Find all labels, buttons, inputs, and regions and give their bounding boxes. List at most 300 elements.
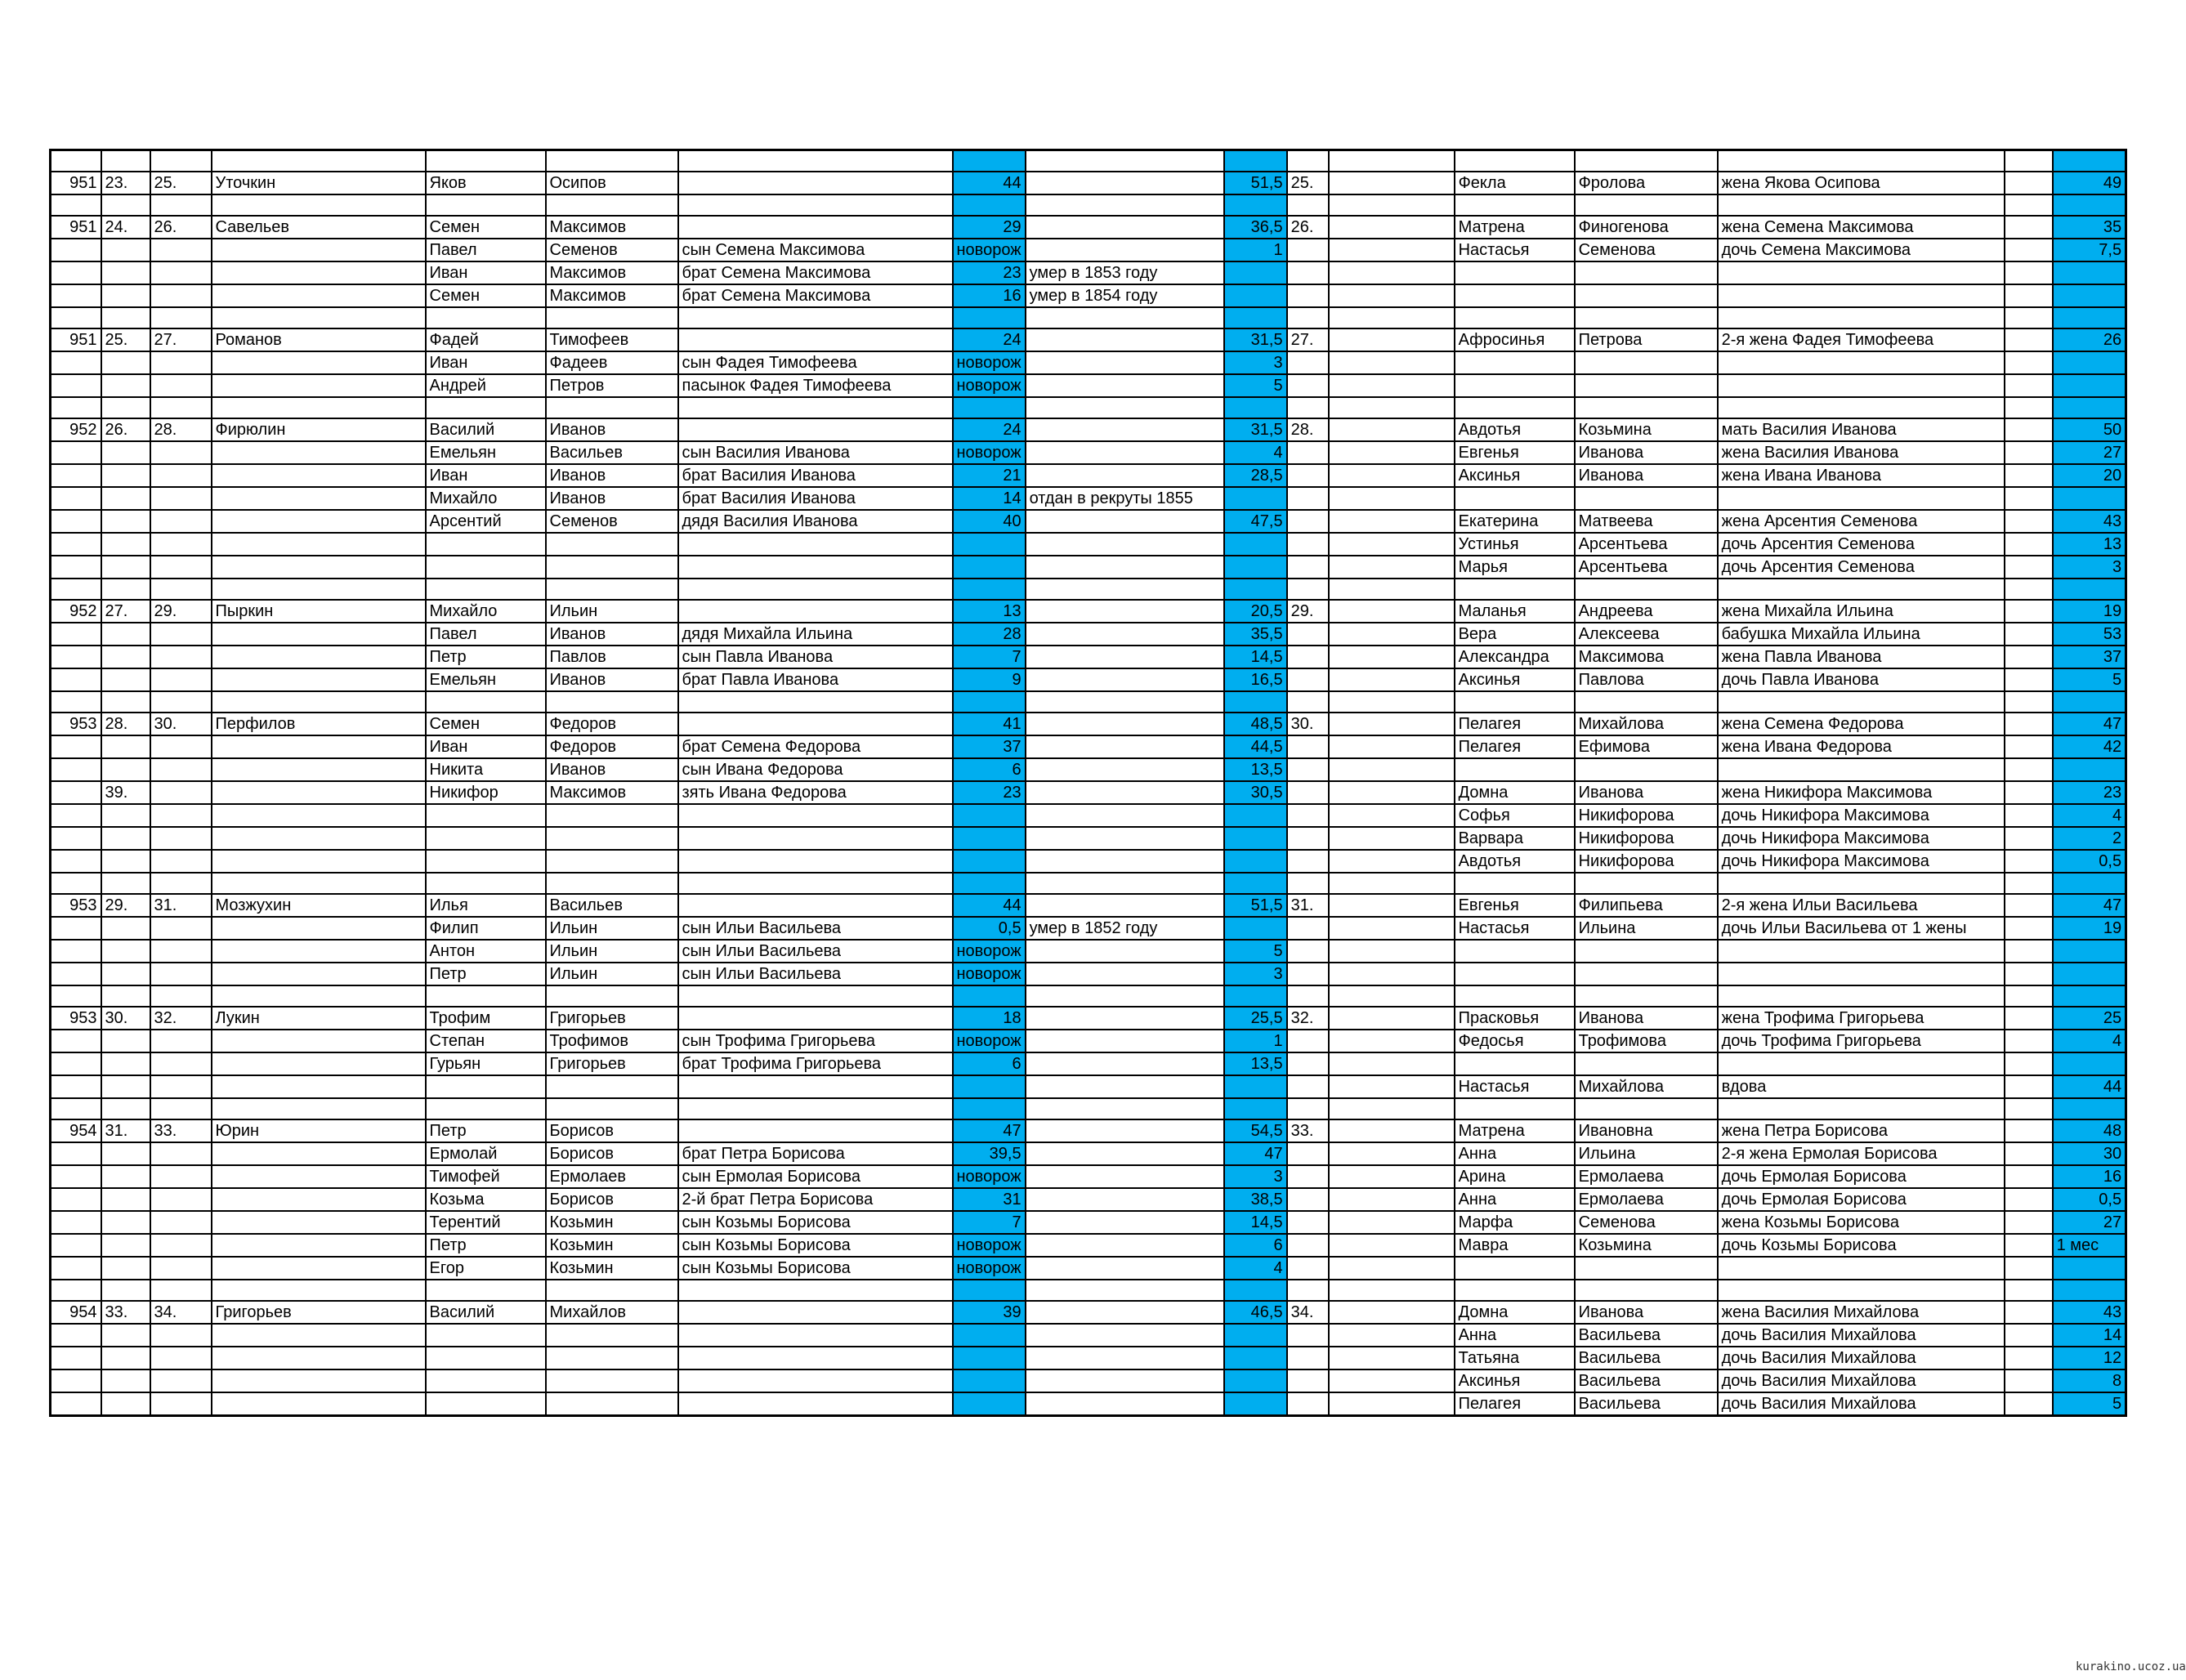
cell-house-number — [51, 487, 101, 510]
cell-male-age-new: 36,5 — [1224, 216, 1287, 239]
cell-surname — [212, 940, 426, 963]
cell-surname — [212, 150, 426, 172]
cell-male-age-new: 6 — [1224, 1234, 1287, 1257]
cell-female-household-number — [1287, 1324, 1329, 1347]
cell-female-extra-2 — [2005, 397, 2053, 418]
cell-female-household-number — [1287, 284, 1329, 307]
cell-female-name — [1455, 1280, 1575, 1301]
cell-female-household-number: 30. — [1287, 713, 1329, 735]
cell-female-household-number — [1287, 646, 1329, 668]
table-row — [51, 510, 2126, 533]
cell-female-extra-2 — [2005, 261, 2053, 284]
cell-female-name — [1455, 1257, 1575, 1280]
cell-female-household-number — [1287, 735, 1329, 758]
cell-male-age-new: 47 — [1224, 1142, 1287, 1165]
cell-female-patronymic: Петрова — [1575, 328, 1718, 351]
cell-male-patronymic — [546, 1280, 678, 1301]
cell-household-number — [101, 758, 150, 781]
cell-male-age: новорож — [953, 374, 1026, 397]
cell-female-extra-2 — [2005, 1030, 2053, 1052]
cell-male-patronymic: Ермолаев — [546, 1165, 678, 1188]
cell-family-number — [150, 261, 212, 284]
cell-female-relation — [1718, 487, 2005, 510]
cell-male-note — [1026, 1392, 1224, 1416]
cell-male-relation — [678, 1301, 953, 1324]
cell-surname: Романов — [212, 328, 426, 351]
cell-male-age: 28 — [953, 623, 1026, 646]
cell-male-patronymic: Иванов — [546, 418, 678, 441]
cell-male-note: отдан в рекруты 1855 — [1026, 487, 1224, 510]
cell-female-household-number — [1287, 307, 1329, 328]
cell-female-household-number — [1287, 985, 1329, 1007]
cell-male-note — [1026, 1188, 1224, 1211]
cell-male-patronymic: Васильев — [546, 441, 678, 464]
cell-male-note — [1026, 418, 1224, 441]
cell-male-name — [426, 850, 546, 873]
cell-male-note — [1026, 963, 1224, 985]
cell-male-note — [1026, 374, 1224, 397]
cell-female-patronymic: Иванова — [1575, 441, 1718, 464]
cell-female-extra — [1329, 1075, 1455, 1098]
cell-house-number — [51, 464, 101, 487]
cell-male-name: Тимофей — [426, 1165, 546, 1188]
cell-female-relation — [1718, 194, 2005, 216]
cell-male-note — [1026, 646, 1224, 668]
cell-female-patronymic: Васильева — [1575, 1324, 1718, 1347]
cell-female-age: 8 — [2053, 1369, 2126, 1392]
cell-female-name — [1455, 397, 1575, 418]
table-row — [51, 1119, 2126, 1142]
cell-household-number — [101, 1324, 150, 1347]
cell-female-name — [1455, 985, 1575, 1007]
cell-house-number — [51, 239, 101, 261]
cell-female-patronymic: Никифорова — [1575, 804, 1718, 827]
cell-male-age: 14 — [953, 487, 1026, 510]
cell-female-patronymic: Андреева — [1575, 600, 1718, 623]
cell-female-patronymic: Иванова — [1575, 781, 1718, 804]
cell-female-extra — [1329, 1007, 1455, 1030]
cell-male-age: 24 — [953, 328, 1026, 351]
table-row — [51, 150, 2126, 172]
cell-female-extra — [1329, 579, 1455, 600]
cell-house-number — [51, 827, 101, 850]
cell-male-age-new — [1224, 487, 1287, 510]
cell-female-household-number: 26. — [1287, 216, 1329, 239]
cell-female-household-number — [1287, 441, 1329, 464]
cell-female-age: 42 — [2053, 735, 2126, 758]
cell-house-number — [51, 1142, 101, 1165]
cell-male-age-new: 35,5 — [1224, 623, 1287, 646]
cell-male-note — [1026, 735, 1224, 758]
cell-female-relation — [1718, 1280, 2005, 1301]
cell-family-number — [150, 397, 212, 418]
cell-female-relation: дочь Павла Иванова — [1718, 668, 2005, 691]
cell-surname — [212, 510, 426, 533]
cell-male-name: Семен — [426, 216, 546, 239]
cell-female-extra — [1329, 1098, 1455, 1119]
cell-male-age — [953, 194, 1026, 216]
cell-male-age: новорож — [953, 441, 1026, 464]
cell-household-number — [101, 1369, 150, 1392]
cell-female-extra-2 — [2005, 873, 2053, 894]
cell-female-extra — [1329, 239, 1455, 261]
cell-male-age: 13 — [953, 600, 1026, 623]
cell-female-extra — [1329, 1324, 1455, 1347]
cell-household-number — [101, 556, 150, 579]
cell-male-name: Емельян — [426, 668, 546, 691]
cell-female-age — [2053, 1257, 2126, 1280]
cell-family-number — [150, 1324, 212, 1347]
cell-male-age — [953, 850, 1026, 873]
cell-male-relation: сын Козьмы Борисова — [678, 1234, 953, 1257]
cell-male-name: Яков — [426, 172, 546, 194]
cell-male-age: 44 — [953, 172, 1026, 194]
cell-female-extra-2 — [2005, 1324, 2053, 1347]
cell-house-number — [51, 873, 101, 894]
cell-house-number — [51, 1392, 101, 1416]
cell-male-patronymic: Тимофеев — [546, 328, 678, 351]
cell-male-relation: сын Трофима Григорьева — [678, 1030, 953, 1052]
table-row — [51, 1007, 2126, 1030]
cell-female-age: 47 — [2053, 713, 2126, 735]
cell-male-age: 37 — [953, 735, 1026, 758]
cell-family-number — [150, 1280, 212, 1301]
cell-male-age-new: 14,5 — [1224, 1211, 1287, 1234]
cell-house-number — [51, 1098, 101, 1119]
cell-male-age-new: 3 — [1224, 351, 1287, 374]
cell-female-household-number — [1287, 1369, 1329, 1392]
cell-female-name: Настасья — [1455, 1075, 1575, 1098]
cell-male-age — [953, 397, 1026, 418]
cell-female-household-number — [1287, 668, 1329, 691]
cell-male-note — [1026, 397, 1224, 418]
cell-male-patronymic — [546, 397, 678, 418]
cell-surname — [212, 1257, 426, 1280]
cell-female-extra-2 — [2005, 758, 2053, 781]
table-row — [51, 284, 2126, 307]
cell-female-name — [1455, 1052, 1575, 1075]
cell-female-extra-2 — [2005, 668, 2053, 691]
cell-female-name: Мавра — [1455, 1234, 1575, 1257]
cell-female-extra — [1329, 464, 1455, 487]
cell-surname — [212, 1234, 426, 1257]
cell-female-extra-2 — [2005, 374, 2053, 397]
cell-male-patronymic: Козьмин — [546, 1211, 678, 1234]
cell-female-extra — [1329, 758, 1455, 781]
cell-female-extra — [1329, 1119, 1455, 1142]
cell-male-relation — [678, 827, 953, 850]
cell-male-name — [426, 827, 546, 850]
cell-female-extra — [1329, 668, 1455, 691]
cell-household-number — [101, 1188, 150, 1211]
cell-male-age: новорож — [953, 1257, 1026, 1280]
cell-male-note — [1026, 172, 1224, 194]
cell-male-relation — [678, 216, 953, 239]
table-row — [51, 713, 2126, 735]
cell-female-age: 1 мес — [2053, 1234, 2126, 1257]
cell-surname: Мозжухин — [212, 894, 426, 917]
cell-household-number — [101, 1165, 150, 1188]
cell-male-age-new: 3 — [1224, 1165, 1287, 1188]
cell-female-household-number — [1287, 781, 1329, 804]
cell-family-number — [150, 487, 212, 510]
table-row — [51, 668, 2126, 691]
cell-female-extra-2 — [2005, 850, 2053, 873]
cell-male-patronymic — [546, 1075, 678, 1098]
cell-male-note — [1026, 1142, 1224, 1165]
cell-female-relation — [1718, 150, 2005, 172]
cell-female-name — [1455, 307, 1575, 328]
cell-male-age-new — [1224, 150, 1287, 172]
cell-house-number: 953 — [51, 894, 101, 917]
cell-male-age-new — [1224, 1280, 1287, 1301]
cell-female-patronymic: Никифорова — [1575, 850, 1718, 873]
cell-male-age: 7 — [953, 646, 1026, 668]
cell-male-note — [1026, 1211, 1224, 1234]
cell-male-age — [953, 1347, 1026, 1369]
cell-female-extra-2 — [2005, 623, 2053, 646]
cell-female-extra-2 — [2005, 894, 2053, 917]
cell-female-household-number — [1287, 691, 1329, 713]
cell-female-relation: жена Ивана Федорова — [1718, 735, 2005, 758]
cell-female-name: Евгенья — [1455, 894, 1575, 917]
cell-female-extra-2 — [2005, 1280, 2053, 1301]
cell-family-number: 30. — [150, 713, 212, 735]
cell-male-age-new: 25,5 — [1224, 1007, 1287, 1030]
cell-household-number: 25. — [101, 328, 150, 351]
cell-male-age — [953, 1369, 1026, 1392]
cell-household-number — [101, 150, 150, 172]
cell-female-extra-2 — [2005, 1075, 2053, 1098]
cell-male-relation — [678, 1280, 953, 1301]
cell-male-age — [953, 556, 1026, 579]
cell-male-patronymic — [546, 1324, 678, 1347]
cell-family-number — [150, 441, 212, 464]
cell-male-age-new — [1224, 827, 1287, 850]
cell-house-number — [51, 1369, 101, 1392]
cell-male-age: 23 — [953, 781, 1026, 804]
cell-female-patronymic: Васильева — [1575, 1347, 1718, 1369]
cell-male-relation: брат Василия Иванова — [678, 487, 953, 510]
cell-household-number — [101, 1142, 150, 1165]
cell-family-number — [150, 1257, 212, 1280]
cell-female-name — [1455, 261, 1575, 284]
cell-household-number: 33. — [101, 1301, 150, 1324]
cell-female-relation — [1718, 284, 2005, 307]
cell-family-number — [150, 1211, 212, 1234]
table-row — [51, 1188, 2126, 1211]
cell-male-relation: брат Семена Федорова — [678, 735, 953, 758]
cell-male-name: Петр — [426, 963, 546, 985]
cell-male-name — [426, 150, 546, 172]
cell-female-patronymic — [1575, 351, 1718, 374]
cell-female-extra — [1329, 600, 1455, 623]
cell-surname: Пыркин — [212, 600, 426, 623]
cell-male-age: новорож — [953, 963, 1026, 985]
cell-household-number — [101, 691, 150, 713]
cell-male-relation: сын Козьмы Борисова — [678, 1211, 953, 1234]
cell-male-name: Фадей — [426, 328, 546, 351]
cell-male-age-new — [1224, 533, 1287, 556]
cell-family-number — [150, 464, 212, 487]
cell-female-extra — [1329, 1052, 1455, 1075]
table-row — [51, 1234, 2126, 1257]
cell-male-age-new — [1224, 985, 1287, 1007]
cell-male-patronymic — [546, 579, 678, 600]
cell-female-age: 49 — [2053, 172, 2126, 194]
cell-male-age-new: 30,5 — [1224, 781, 1287, 804]
cell-female-extra-2 — [2005, 418, 2053, 441]
cell-household-number — [101, 1052, 150, 1075]
cell-female-patronymic: Филипьева — [1575, 894, 1718, 917]
cell-house-number — [51, 284, 101, 307]
cell-male-patronymic: Михайлов — [546, 1301, 678, 1324]
cell-male-relation: брат Семена Максимова — [678, 261, 953, 284]
cell-female-extra — [1329, 827, 1455, 850]
cell-male-age — [953, 691, 1026, 713]
cell-female-patronymic: Козьмина — [1575, 418, 1718, 441]
cell-household-number: 27. — [101, 600, 150, 623]
cell-female-household-number — [1287, 873, 1329, 894]
cell-male-name — [426, 985, 546, 1007]
cell-female-name — [1455, 873, 1575, 894]
cell-house-number: 951 — [51, 172, 101, 194]
cell-male-age-new — [1224, 284, 1287, 307]
cell-household-number — [101, 735, 150, 758]
cell-female-extra-2 — [2005, 150, 2053, 172]
cell-household-number: 28. — [101, 713, 150, 735]
cell-male-age — [953, 1280, 1026, 1301]
cell-male-relation: брат Павла Иванова — [678, 668, 953, 691]
cell-female-household-number — [1287, 150, 1329, 172]
cell-male-age: 16 — [953, 284, 1026, 307]
cell-female-patronymic — [1575, 374, 1718, 397]
cell-male-name: Терентий — [426, 1211, 546, 1234]
cell-family-number — [150, 284, 212, 307]
cell-male-age-new — [1224, 307, 1287, 328]
cell-female-extra-2 — [2005, 172, 2053, 194]
cell-female-extra — [1329, 150, 1455, 172]
cell-female-extra-2 — [2005, 1211, 2053, 1234]
cell-female-relation: вдова — [1718, 1075, 2005, 1098]
cell-female-relation: жена Михайла Ильина — [1718, 600, 2005, 623]
cell-family-number: 34. — [150, 1301, 212, 1324]
cell-male-name: Ермолай — [426, 1142, 546, 1165]
cell-male-age: 23 — [953, 261, 1026, 284]
cell-house-number — [51, 397, 101, 418]
cell-male-name: Петр — [426, 646, 546, 668]
cell-female-patronymic — [1575, 873, 1718, 894]
cell-male-age: 39,5 — [953, 1142, 1026, 1165]
table-row — [51, 1052, 2126, 1075]
table-row — [51, 1324, 2126, 1347]
cell-house-number — [51, 758, 101, 781]
cell-household-number — [101, 668, 150, 691]
cell-female-extra — [1329, 441, 1455, 464]
cell-female-extra-2 — [2005, 1052, 2053, 1075]
cell-female-household-number — [1287, 758, 1329, 781]
cell-female-extra — [1329, 1030, 1455, 1052]
cell-female-extra — [1329, 194, 1455, 216]
cell-male-name: Павел — [426, 623, 546, 646]
cell-surname — [212, 464, 426, 487]
cell-surname: Лукин — [212, 1007, 426, 1030]
cell-house-number — [51, 804, 101, 827]
cell-female-extra — [1329, 1211, 1455, 1234]
cell-house-number — [51, 510, 101, 533]
cell-female-age: 43 — [2053, 510, 2126, 533]
cell-male-age — [953, 150, 1026, 172]
cell-female-relation: жена Ивана Иванова — [1718, 464, 2005, 487]
cell-female-age: 44 — [2053, 1075, 2126, 1098]
cell-male-age: 39 — [953, 1301, 1026, 1324]
cell-male-patronymic: Григорьев — [546, 1007, 678, 1030]
cell-house-number — [51, 150, 101, 172]
cell-female-patronymic: Васильева — [1575, 1392, 1718, 1416]
cell-male-age — [953, 579, 1026, 600]
cell-female-relation — [1718, 873, 2005, 894]
cell-female-name: Пелагея — [1455, 735, 1575, 758]
cell-female-patronymic — [1575, 284, 1718, 307]
cell-household-number — [101, 194, 150, 216]
cell-female-household-number — [1287, 1392, 1329, 1416]
cell-female-relation: дочь Трофима Григорьева — [1718, 1030, 2005, 1052]
cell-male-age-new — [1224, 1369, 1287, 1392]
cell-female-patronymic: Никифорова — [1575, 827, 1718, 850]
cell-male-note — [1026, 1165, 1224, 1188]
cell-male-name: Иван — [426, 735, 546, 758]
cell-female-relation: 2-я жена Ермолая Борисова — [1718, 1142, 2005, 1165]
cell-female-extra — [1329, 917, 1455, 940]
cell-female-name — [1455, 691, 1575, 713]
cell-female-extra — [1329, 216, 1455, 239]
table-row — [51, 1280, 2126, 1301]
cell-household-number: 23. — [101, 172, 150, 194]
cell-male-relation: сын Василия Иванова — [678, 441, 953, 464]
cell-male-note — [1026, 194, 1224, 216]
cell-female-extra-2 — [2005, 284, 2053, 307]
cell-surname — [212, 239, 426, 261]
cell-male-age-new: 4 — [1224, 441, 1287, 464]
cell-female-name: Устинья — [1455, 533, 1575, 556]
cell-family-number — [150, 239, 212, 261]
cell-female-extra-2 — [2005, 307, 2053, 328]
cell-male-relation — [678, 713, 953, 735]
cell-female-household-number — [1287, 1165, 1329, 1188]
cell-male-relation: брат Петра Борисова — [678, 1142, 953, 1165]
cell-female-extra — [1329, 418, 1455, 441]
cell-family-number — [150, 850, 212, 873]
cell-male-name: Иван — [426, 261, 546, 284]
cell-family-number — [150, 940, 212, 963]
cell-female-household-number — [1287, 623, 1329, 646]
cell-female-extra — [1329, 261, 1455, 284]
cell-female-extra — [1329, 781, 1455, 804]
table-row — [51, 1030, 2126, 1052]
table-row — [51, 691, 2126, 713]
cell-house-number: 951 — [51, 216, 101, 239]
cell-female-age — [2053, 873, 2126, 894]
cell-family-number: 31. — [150, 894, 212, 917]
cell-male-note — [1026, 623, 1224, 646]
table-row — [51, 216, 2126, 239]
cell-female-age: 4 — [2053, 804, 2126, 827]
cell-female-extra — [1329, 1257, 1455, 1280]
cell-female-extra-2 — [2005, 646, 2053, 668]
cell-male-relation: брат Василия Иванова — [678, 464, 953, 487]
cell-female-household-number — [1287, 239, 1329, 261]
table-row — [51, 804, 2126, 827]
